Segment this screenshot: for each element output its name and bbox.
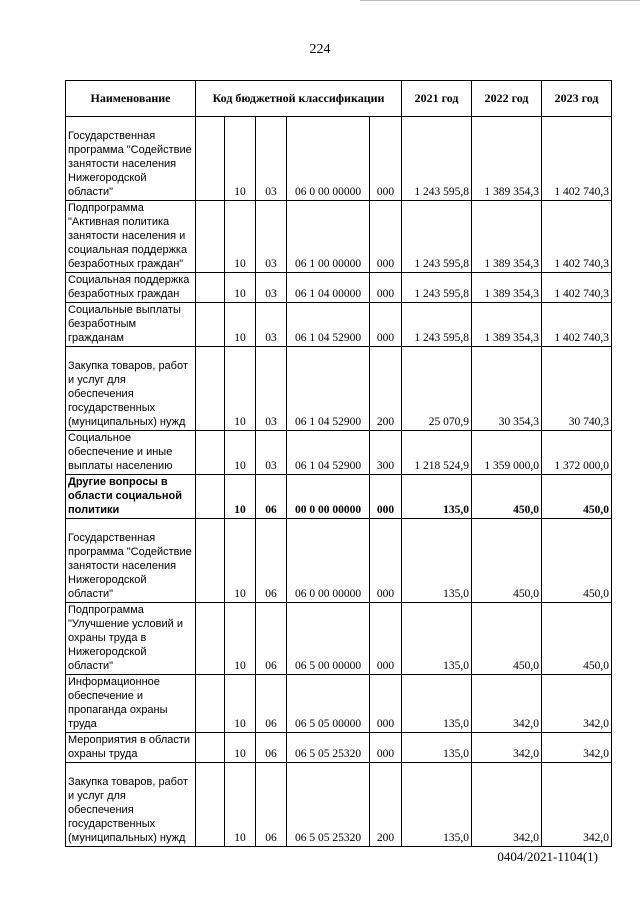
row-expense-type: 200 [370,347,402,431]
row-section: 10 [225,117,256,201]
row-target-article: 00 0 00 00000 [287,475,370,519]
row-expense-type: 000 [370,303,402,347]
row-2023: 342,0 [542,763,612,847]
row-section: 10 [225,303,256,347]
table-row [66,763,612,847]
row-expense-type: 000 [370,675,402,733]
table-row [66,201,612,273]
table-row [66,273,612,303]
row-name: Социальное обеспечение и иные выплаты населению [66,431,196,475]
row-expense-type: 000 [370,273,402,303]
row-2021: 25 070,9 [402,347,472,431]
row-2022: 1 389 354,3 [472,117,542,201]
row-target-article: 06 1 04 52900 [287,431,370,475]
row-name: Подпрограмма "Активная политика занятости населения и социальная поддержка безработных граждан" [66,201,196,273]
row-2022: 1 359 000,0 [472,431,542,475]
row-target-article: 06 5 05 00000 [287,675,370,733]
row-2022: 450,0 [472,519,542,603]
row-2023: 30 740,3 [542,347,612,431]
row-2022: 450,0 [472,475,542,519]
row-2021: 1 243 595,8 [402,273,472,303]
table-row [66,117,612,201]
row-2023: 450,0 [542,475,612,519]
row-expense-type: 000 [370,201,402,273]
row-target-article: 06 0 00 00000 [287,519,370,603]
row-2022: 450,0 [472,603,542,675]
row-section: 10 [225,475,256,519]
row-expense-type: 200 [370,763,402,847]
row-target-article: 06 1 04 00000 [287,273,370,303]
row-name: Подпрограмма "Улучшение условий и охраны труда в Нижегородской области" [66,603,196,675]
row-name: Государственная программа "Содействие занятости населения Нижегородской области" [66,519,196,603]
row-section: 10 [225,347,256,431]
empty-cell [196,431,225,475]
row-2021: 135,0 [402,603,472,675]
row-2021: 135,0 [402,519,472,603]
row-target-article: 06 5 05 25320 [287,763,370,847]
row-subsection: 06 [256,733,287,763]
empty-cell [196,675,225,733]
row-2021: 135,0 [402,763,472,847]
row-2022: 342,0 [472,675,542,733]
table-row [66,431,612,475]
table-header-row [66,81,612,117]
table-row [66,303,612,347]
header-2023: 2023 год [542,81,612,117]
row-section: 10 [225,733,256,763]
row-subsection: 06 [256,675,287,733]
row-subsection: 03 [256,273,287,303]
row-target-article: 06 5 05 25320 [287,733,370,763]
empty-cell [196,273,225,303]
row-subsection: 06 [256,519,287,603]
empty-cell [196,763,225,847]
row-expense-type: 000 [370,519,402,603]
row-subsection: 03 [256,117,287,201]
row-2022: 30 354,3 [472,347,542,431]
row-expense-type: 000 [370,733,402,763]
row-2023: 1 402 740,3 [542,117,612,201]
row-2022: 342,0 [472,733,542,763]
row-2022: 1 389 354,3 [472,303,542,347]
table-row [66,733,612,763]
table-row [66,475,612,519]
row-subsection: 03 [256,347,287,431]
row-2021: 1 243 595,8 [402,117,472,201]
row-section: 10 [225,201,256,273]
table-body [66,117,612,847]
table-row [66,347,612,431]
row-2021: 1 243 595,8 [402,201,472,273]
row-2023: 342,0 [542,733,612,763]
row-2022: 342,0 [472,763,542,847]
row-section: 10 [225,431,256,475]
empty-cell [196,201,225,273]
table-row [66,603,612,675]
row-2023: 450,0 [542,519,612,603]
empty-cell [196,519,225,603]
row-2022: 1 389 354,3 [472,201,542,273]
empty-cell [196,603,225,675]
row-2023: 342,0 [542,675,612,733]
row-section: 10 [225,519,256,603]
row-name: Социальные выплаты безработным гражданам [66,303,196,347]
budget-table [65,80,612,847]
row-name: Закупка товаров, работ и услуг для обеспечения государственных (муниципальных) нужд [66,347,196,431]
row-target-article: 06 5 00 00000 [287,603,370,675]
row-name: Социальная поддержка безработных граждан [66,273,196,303]
row-target-article: 06 0 00 00000 [287,117,370,201]
row-target-article: 06 1 04 52900 [287,303,370,347]
row-2021: 135,0 [402,675,472,733]
row-expense-type: 000 [370,117,402,201]
row-section: 10 [225,675,256,733]
row-name: Информационное обеспечение и пропаганда охраны труда [66,675,196,733]
row-target-article: 06 1 00 00000 [287,201,370,273]
row-2021: 1 243 595,8 [402,303,472,347]
row-2021: 135,0 [402,733,472,763]
row-2023: 1 402 740,3 [542,273,612,303]
page-number: 224 [309,42,331,57]
empty-cell [196,303,225,347]
row-subsection: 06 [256,763,287,847]
empty-cell [196,733,225,763]
row-2021: 135,0 [402,475,472,519]
row-expense-type: 000 [370,603,402,675]
row-name: Мероприятия в области охраны труда [66,733,196,763]
empty-cell [196,475,225,519]
row-2021: 1 218 524,9 [402,431,472,475]
row-subsection: 03 [256,431,287,475]
row-2023: 1 402 740,3 [542,303,612,347]
row-target-article: 06 1 04 52900 [287,347,370,431]
empty-cell [196,117,225,201]
table-row [66,519,612,603]
header-name: Наименование [66,81,196,117]
row-name: Другие вопросы в области социальной политики [66,475,196,519]
row-section: 10 [225,603,256,675]
row-section: 10 [225,763,256,847]
row-2022: 1 389 354,3 [472,273,542,303]
row-section: 10 [225,273,256,303]
row-subsection: 03 [256,303,287,347]
header-code: Код бюджетной классификации [196,81,402,117]
row-2023: 1 402 740,3 [542,201,612,273]
row-expense-type: 000 [370,475,402,519]
row-subsection: 03 [256,201,287,273]
header-2022: 2022 год [472,81,542,117]
top-rule [360,0,640,1]
row-2023: 450,0 [542,603,612,675]
row-subsection: 06 [256,603,287,675]
row-subsection: 06 [256,475,287,519]
empty-cell [196,347,225,431]
row-expense-type: 300 [370,431,402,475]
table-row [66,675,612,733]
document-code: 0404/2021-1104(1) [497,849,598,864]
row-2023: 1 372 000,0 [542,431,612,475]
row-name: Государственная программа "Содействие занятости населения Нижегородской области" [66,117,196,201]
header-2021: 2021 год [402,81,472,117]
row-name: Закупка товаров, работ и услуг для обеспечения государственных (муниципальных) нужд [66,763,196,847]
